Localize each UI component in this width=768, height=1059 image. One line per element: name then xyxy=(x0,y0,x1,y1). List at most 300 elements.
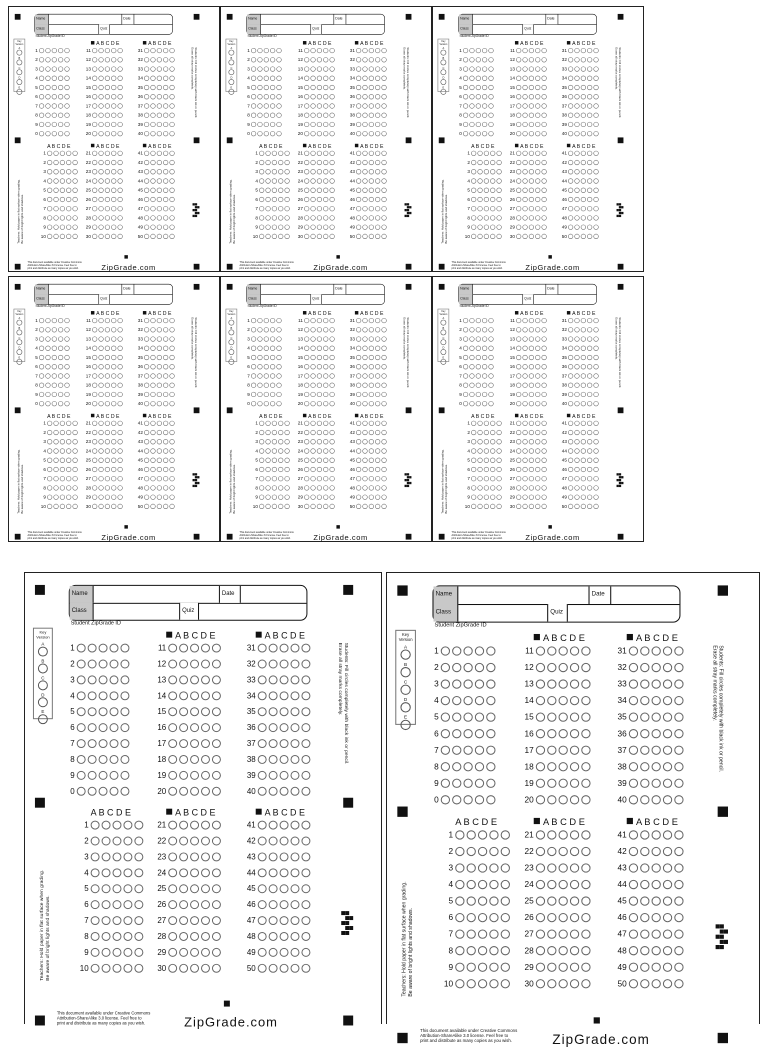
answer-bubble[interactable] xyxy=(280,675,289,684)
answer-bubble[interactable] xyxy=(157,225,162,230)
answer-bubble[interactable] xyxy=(568,234,573,239)
answer-bubble[interactable] xyxy=(362,421,367,426)
answer-bubble[interactable] xyxy=(581,746,590,755)
answer-bubble[interactable] xyxy=(150,448,155,453)
answer-bubble[interactable] xyxy=(496,234,501,239)
answer-bubble[interactable] xyxy=(568,103,573,108)
answer-bubble[interactable] xyxy=(482,66,487,71)
answer-bubble[interactable] xyxy=(258,660,267,669)
answer-bubble[interactable] xyxy=(356,448,361,453)
answer-bubble[interactable] xyxy=(469,336,474,341)
answer-bubble[interactable] xyxy=(257,131,262,136)
answer-bubble[interactable] xyxy=(362,66,367,71)
answer-bubble[interactable] xyxy=(478,930,487,939)
answer-bubble[interactable] xyxy=(652,795,661,804)
answer-bubble[interactable] xyxy=(375,392,380,397)
answer-bubble[interactable] xyxy=(640,880,649,889)
answer-bubble[interactable] xyxy=(452,646,461,655)
answer-bubble[interactable] xyxy=(291,771,300,780)
answer-bubble[interactable] xyxy=(201,948,210,957)
answer-bubble[interactable] xyxy=(477,458,482,463)
answer-bubble[interactable] xyxy=(110,787,119,796)
answer-bubble[interactable] xyxy=(91,964,100,973)
answer-bubble[interactable] xyxy=(259,206,264,211)
answer-bubble[interactable] xyxy=(258,739,267,748)
answer-bubble[interactable] xyxy=(58,48,63,53)
answer-bubble[interactable] xyxy=(559,646,568,655)
answer-bubble[interactable] xyxy=(362,401,367,406)
answer-bubble[interactable] xyxy=(284,151,289,156)
answer-bubble[interactable] xyxy=(476,364,481,369)
answer-bubble[interactable] xyxy=(484,421,489,426)
answer-bubble[interactable] xyxy=(488,336,493,341)
answer-bubble[interactable] xyxy=(157,131,162,136)
answer-bubble[interactable] xyxy=(157,392,162,397)
answer-bubble[interactable] xyxy=(469,48,474,53)
answer-bubble[interactable] xyxy=(323,421,328,426)
answer-bubble[interactable] xyxy=(212,739,221,748)
answer-bubble[interactable] xyxy=(593,188,598,193)
answer-bubble[interactable] xyxy=(496,504,501,509)
answer-bubble[interactable] xyxy=(469,327,474,332)
answer-bubble[interactable] xyxy=(72,178,77,183)
answer-bubble[interactable] xyxy=(593,346,598,351)
answer-bubble[interactable] xyxy=(574,160,579,165)
answer-bubble[interactable] xyxy=(541,76,546,81)
answer-bubble[interactable] xyxy=(496,188,501,193)
answer-bubble[interactable] xyxy=(570,880,579,889)
answer-bubble[interactable] xyxy=(356,364,361,369)
answer-bubble[interactable] xyxy=(581,696,590,705)
answer-bubble[interactable] xyxy=(169,476,174,481)
answer-bubble[interactable] xyxy=(98,206,103,211)
answer-bubble[interactable] xyxy=(169,48,174,53)
answer-bubble[interactable] xyxy=(516,318,521,323)
answer-bubble[interactable] xyxy=(179,900,188,909)
answer-bubble[interactable] xyxy=(144,327,149,332)
answer-bubble[interactable] xyxy=(304,76,309,81)
answer-bubble[interactable] xyxy=(98,336,103,341)
answer-bubble[interactable] xyxy=(72,504,77,509)
answer-bubble[interactable] xyxy=(587,373,592,378)
answer-bubble[interactable] xyxy=(471,234,476,239)
answer-bubble[interactable] xyxy=(105,151,110,156)
answer-bubble[interactable] xyxy=(60,476,65,481)
answer-bubble[interactable] xyxy=(64,383,69,388)
answer-bubble[interactable] xyxy=(304,94,309,99)
answer-bubble[interactable] xyxy=(117,206,122,211)
answer-bubble[interactable] xyxy=(201,787,210,796)
answer-bubble[interactable] xyxy=(463,57,468,62)
answer-bubble[interactable] xyxy=(265,178,270,183)
answer-bubble[interactable] xyxy=(536,713,545,722)
answer-bubble[interactable] xyxy=(581,663,590,672)
answer-bubble[interactable] xyxy=(381,430,386,435)
answer-bubble[interactable] xyxy=(257,48,262,53)
answer-bubble[interactable] xyxy=(157,318,162,323)
answer-bubble[interactable] xyxy=(570,930,579,939)
answer-bubble[interactable] xyxy=(541,94,546,99)
answer-bubble[interactable] xyxy=(476,131,481,136)
answer-bubble[interactable] xyxy=(559,762,568,771)
answer-bubble[interactable] xyxy=(593,94,598,99)
answer-bubble[interactable] xyxy=(276,327,281,332)
answer-bubble[interactable] xyxy=(381,476,386,481)
answer-bubble[interactable] xyxy=(501,930,510,939)
answer-bubble[interactable] xyxy=(163,66,168,71)
answer-bubble[interactable] xyxy=(301,660,310,669)
answer-bubble[interactable] xyxy=(58,327,63,332)
answer-bubble[interactable] xyxy=(98,215,103,220)
answer-bubble[interactable] xyxy=(301,884,310,893)
answer-bubble[interactable] xyxy=(92,346,97,351)
answer-bubble[interactable] xyxy=(201,900,210,909)
answer-bubble[interactable] xyxy=(92,401,97,406)
answer-bubble[interactable] xyxy=(72,206,77,211)
answer-bubble[interactable] xyxy=(278,504,283,509)
answer-bubble[interactable] xyxy=(278,439,283,444)
answer-bubble[interactable] xyxy=(356,103,361,108)
answer-bubble[interactable] xyxy=(541,318,546,323)
answer-bubble[interactable] xyxy=(150,355,155,360)
answer-bubble[interactable] xyxy=(144,76,149,81)
answer-bubble[interactable] xyxy=(529,151,534,156)
answer-bubble[interactable] xyxy=(201,932,210,941)
answer-bubble[interactable] xyxy=(581,401,586,406)
answer-bubble[interactable] xyxy=(169,401,174,406)
answer-bubble[interactable] xyxy=(629,646,638,655)
answer-bubble[interactable] xyxy=(317,364,322,369)
answer-bubble[interactable] xyxy=(467,946,476,955)
answer-bubble[interactable] xyxy=(52,336,57,341)
answer-bubble[interactable] xyxy=(559,979,568,988)
answer-bubble[interactable] xyxy=(529,66,534,71)
answer-bubble[interactable] xyxy=(570,946,579,955)
answer-bubble[interactable] xyxy=(375,467,380,472)
answer-bubble[interactable] xyxy=(77,755,86,764)
answer-bubble[interactable] xyxy=(541,215,546,220)
answer-bubble[interactable] xyxy=(375,188,380,193)
answer-bubble[interactable] xyxy=(47,467,52,472)
answer-bubble[interactable] xyxy=(264,122,269,127)
answer-bubble[interactable] xyxy=(111,421,116,426)
answer-bubble[interactable] xyxy=(329,94,334,99)
answer-bubble[interactable] xyxy=(134,852,143,861)
answer-bubble[interactable] xyxy=(310,94,315,99)
answer-bubble[interactable] xyxy=(652,963,661,972)
answer-bubble[interactable] xyxy=(559,663,568,672)
answer-bubble[interactable] xyxy=(284,188,289,193)
answer-bubble[interactable] xyxy=(375,85,380,90)
answer-bubble[interactable] xyxy=(310,336,315,341)
answer-bubble[interactable] xyxy=(541,188,546,193)
answer-bubble[interactable] xyxy=(593,364,598,369)
answer-bubble[interactable] xyxy=(99,675,108,684)
answer-bubble[interactable] xyxy=(169,94,174,99)
answer-bubble[interactable] xyxy=(134,932,143,941)
answer-bubble[interactable] xyxy=(168,900,177,909)
answer-bubble[interactable] xyxy=(574,439,579,444)
answer-bubble[interactable] xyxy=(280,868,289,877)
answer-bubble[interactable] xyxy=(66,188,71,193)
answer-bubble[interactable] xyxy=(369,151,374,156)
key-version-bubble[interactable] xyxy=(17,349,23,355)
answer-bubble[interactable] xyxy=(541,66,546,71)
answer-bubble[interactable] xyxy=(452,762,461,771)
answer-bubble[interactable] xyxy=(317,66,322,71)
answer-bubble[interactable] xyxy=(323,113,328,118)
answer-bubble[interactable] xyxy=(111,346,116,351)
answer-bubble[interactable] xyxy=(134,868,143,877)
key-version-bubble[interactable] xyxy=(229,79,235,85)
answer-bubble[interactable] xyxy=(329,234,334,239)
answer-bubble[interactable] xyxy=(251,355,256,360)
answer-bubble[interactable] xyxy=(536,679,545,688)
answer-bubble[interactable] xyxy=(593,151,598,156)
answer-bubble[interactable] xyxy=(179,916,188,925)
answer-bubble[interactable] xyxy=(362,476,367,481)
answer-bubble[interactable] xyxy=(77,723,86,732)
answer-bubble[interactable] xyxy=(541,392,546,397)
answer-bubble[interactable] xyxy=(587,151,592,156)
answer-bubble[interactable] xyxy=(356,476,361,481)
answer-bubble[interactable] xyxy=(53,458,58,463)
answer-bubble[interactable] xyxy=(304,85,309,90)
answer-bubble[interactable] xyxy=(58,85,63,90)
answer-bubble[interactable] xyxy=(88,644,97,653)
answer-bubble[interactable] xyxy=(92,66,97,71)
answer-bubble[interactable] xyxy=(381,336,386,341)
answer-bubble[interactable] xyxy=(541,178,546,183)
answer-bubble[interactable] xyxy=(375,318,380,323)
answer-bubble[interactable] xyxy=(375,327,380,332)
answer-bubble[interactable] xyxy=(72,439,77,444)
answer-bubble[interactable] xyxy=(163,467,168,472)
answer-bubble[interactable] xyxy=(522,401,527,406)
answer-bubble[interactable] xyxy=(291,900,300,909)
answer-bubble[interactable] xyxy=(150,318,155,323)
answer-bubble[interactable] xyxy=(375,122,380,127)
answer-bubble[interactable] xyxy=(190,868,199,877)
answer-bubble[interactable] xyxy=(471,160,476,165)
answer-bubble[interactable] xyxy=(463,76,468,81)
answer-bubble[interactable] xyxy=(529,346,534,351)
answer-bubble[interactable] xyxy=(317,346,322,351)
answer-bubble[interactable] xyxy=(98,169,103,174)
answer-bubble[interactable] xyxy=(120,644,129,653)
answer-bubble[interactable] xyxy=(381,346,386,351)
answer-bubble[interactable] xyxy=(144,476,149,481)
answer-bubble[interactable] xyxy=(64,336,69,341)
answer-bubble[interactable] xyxy=(310,178,315,183)
answer-bubble[interactable] xyxy=(150,234,155,239)
answer-bubble[interactable] xyxy=(113,964,122,973)
answer-bubble[interactable] xyxy=(323,439,328,444)
answer-bubble[interactable] xyxy=(168,660,177,669)
answer-bubble[interactable] xyxy=(317,188,322,193)
answer-bubble[interactable] xyxy=(269,837,278,846)
answer-bubble[interactable] xyxy=(475,779,484,788)
answer-bubble[interactable] xyxy=(157,57,162,62)
answer-bubble[interactable] xyxy=(574,151,579,156)
answer-bubble[interactable] xyxy=(120,723,129,732)
answer-bubble[interactable] xyxy=(362,373,367,378)
answer-bubble[interactable] xyxy=(629,913,638,922)
answer-bubble[interactable] xyxy=(58,122,63,127)
answer-bubble[interactable] xyxy=(581,795,590,804)
answer-bubble[interactable] xyxy=(547,779,556,788)
answer-bubble[interactable] xyxy=(190,852,199,861)
answer-bubble[interactable] xyxy=(64,57,69,62)
answer-bubble[interactable] xyxy=(516,103,521,108)
answer-bubble[interactable] xyxy=(39,85,44,90)
answer-bubble[interactable] xyxy=(522,169,527,174)
answer-bubble[interactable] xyxy=(310,215,315,220)
answer-bubble[interactable] xyxy=(157,485,162,490)
answer-bubble[interactable] xyxy=(587,355,592,360)
answer-bubble[interactable] xyxy=(92,383,97,388)
answer-bubble[interactable] xyxy=(157,421,162,426)
answer-bubble[interactable] xyxy=(674,795,683,804)
answer-bubble[interactable] xyxy=(105,234,110,239)
answer-bubble[interactable] xyxy=(47,421,52,426)
answer-bubble[interactable] xyxy=(329,373,334,378)
answer-bubble[interactable] xyxy=(150,188,155,193)
answer-bubble[interactable] xyxy=(53,160,58,165)
answer-bubble[interactable] xyxy=(105,188,110,193)
answer-bubble[interactable] xyxy=(105,421,110,426)
answer-bubble[interactable] xyxy=(310,85,315,90)
answer-bubble[interactable] xyxy=(201,884,210,893)
answer-bubble[interactable] xyxy=(581,863,590,872)
answer-bubble[interactable] xyxy=(150,215,155,220)
answer-bubble[interactable] xyxy=(475,762,484,771)
answer-bubble[interactable] xyxy=(516,234,521,239)
key-version-bubble[interactable] xyxy=(17,79,23,85)
answer-bubble[interactable] xyxy=(535,383,540,388)
answer-bubble[interactable] xyxy=(259,467,264,472)
answer-bubble[interactable] xyxy=(317,373,322,378)
answer-bubble[interactable] xyxy=(64,94,69,99)
answer-bubble[interactable] xyxy=(163,113,168,118)
answer-bubble[interactable] xyxy=(64,48,69,53)
answer-bubble[interactable] xyxy=(92,504,97,509)
answer-bubble[interactable] xyxy=(362,215,367,220)
answer-bubble[interactable] xyxy=(463,646,472,655)
answer-bubble[interactable] xyxy=(157,448,162,453)
answer-bubble[interactable] xyxy=(272,234,277,239)
answer-bubble[interactable] xyxy=(629,880,638,889)
answer-bubble[interactable] xyxy=(369,178,374,183)
answer-bubble[interactable] xyxy=(547,946,556,955)
answer-bubble[interactable] xyxy=(663,913,672,922)
answer-bubble[interactable] xyxy=(369,122,374,127)
answer-bubble[interactable] xyxy=(559,713,568,722)
answer-bubble[interactable] xyxy=(467,913,476,922)
answer-bubble[interactable] xyxy=(541,458,546,463)
answer-bubble[interactable] xyxy=(72,448,77,453)
answer-bubble[interactable] xyxy=(117,430,122,435)
answer-bubble[interactable] xyxy=(157,439,162,444)
answer-bubble[interactable] xyxy=(179,932,188,941)
answer-bubble[interactable] xyxy=(593,197,598,202)
answer-bubble[interactable] xyxy=(587,66,592,71)
answer-bubble[interactable] xyxy=(375,103,380,108)
answer-bubble[interactable] xyxy=(463,392,468,397)
answer-bubble[interactable] xyxy=(381,66,386,71)
answer-bubble[interactable] xyxy=(375,364,380,369)
answer-bubble[interactable] xyxy=(663,880,672,889)
answer-bubble[interactable] xyxy=(535,85,540,90)
answer-bubble[interactable] xyxy=(169,318,174,323)
answer-bubble[interactable] xyxy=(72,485,77,490)
answer-bubble[interactable] xyxy=(120,675,129,684)
answer-bubble[interactable] xyxy=(541,160,546,165)
answer-bubble[interactable] xyxy=(39,94,44,99)
key-version-bubble[interactable] xyxy=(441,339,447,345)
answer-bubble[interactable] xyxy=(452,696,461,705)
answer-bubble[interactable] xyxy=(259,430,264,435)
answer-bubble[interactable] xyxy=(490,476,495,481)
answer-bubble[interactable] xyxy=(117,48,122,53)
answer-bubble[interactable] xyxy=(652,896,661,905)
answer-bubble[interactable] xyxy=(284,476,289,481)
answer-bubble[interactable] xyxy=(157,364,162,369)
answer-bubble[interactable] xyxy=(284,225,289,230)
answer-bubble[interactable] xyxy=(587,169,592,174)
answer-bubble[interactable] xyxy=(105,215,110,220)
answer-bubble[interactable] xyxy=(529,327,534,332)
answer-bubble[interactable] xyxy=(39,122,44,127)
answer-bubble[interactable] xyxy=(52,103,57,108)
answer-bubble[interactable] xyxy=(150,458,155,463)
answer-bubble[interactable] xyxy=(317,383,322,388)
answer-bubble[interactable] xyxy=(123,884,132,893)
answer-bubble[interactable] xyxy=(111,66,116,71)
answer-bubble[interactable] xyxy=(496,430,501,435)
answer-bubble[interactable] xyxy=(323,336,328,341)
answer-bubble[interactable] xyxy=(53,197,58,202)
answer-bubble[interactable] xyxy=(88,755,97,764)
answer-bubble[interactable] xyxy=(99,707,108,716)
answer-bubble[interactable] xyxy=(559,946,568,955)
answer-bubble[interactable] xyxy=(463,85,468,90)
answer-bubble[interactable] xyxy=(304,383,309,388)
answer-bubble[interactable] xyxy=(117,122,122,127)
answer-bubble[interactable] xyxy=(284,169,289,174)
answer-bubble[interactable] xyxy=(674,779,683,788)
answer-bubble[interactable] xyxy=(259,160,264,165)
answer-bubble[interactable] xyxy=(257,336,262,341)
answer-bubble[interactable] xyxy=(484,439,489,444)
answer-bubble[interactable] xyxy=(496,458,501,463)
answer-bubble[interactable] xyxy=(482,364,487,369)
answer-bubble[interactable] xyxy=(381,448,386,453)
answer-bubble[interactable] xyxy=(381,373,386,378)
answer-bubble[interactable] xyxy=(663,847,672,856)
answer-bubble[interactable] xyxy=(674,696,683,705)
answer-bubble[interactable] xyxy=(66,458,71,463)
answer-bubble[interactable] xyxy=(92,327,97,332)
answer-bubble[interactable] xyxy=(568,448,573,453)
answer-bubble[interactable] xyxy=(490,504,495,509)
answer-bubble[interactable] xyxy=(179,884,188,893)
answer-bubble[interactable] xyxy=(476,392,481,397)
answer-bubble[interactable] xyxy=(475,795,484,804)
answer-bubble[interactable] xyxy=(516,430,521,435)
answer-bubble[interactable] xyxy=(559,795,568,804)
answer-bubble[interactable] xyxy=(568,421,573,426)
